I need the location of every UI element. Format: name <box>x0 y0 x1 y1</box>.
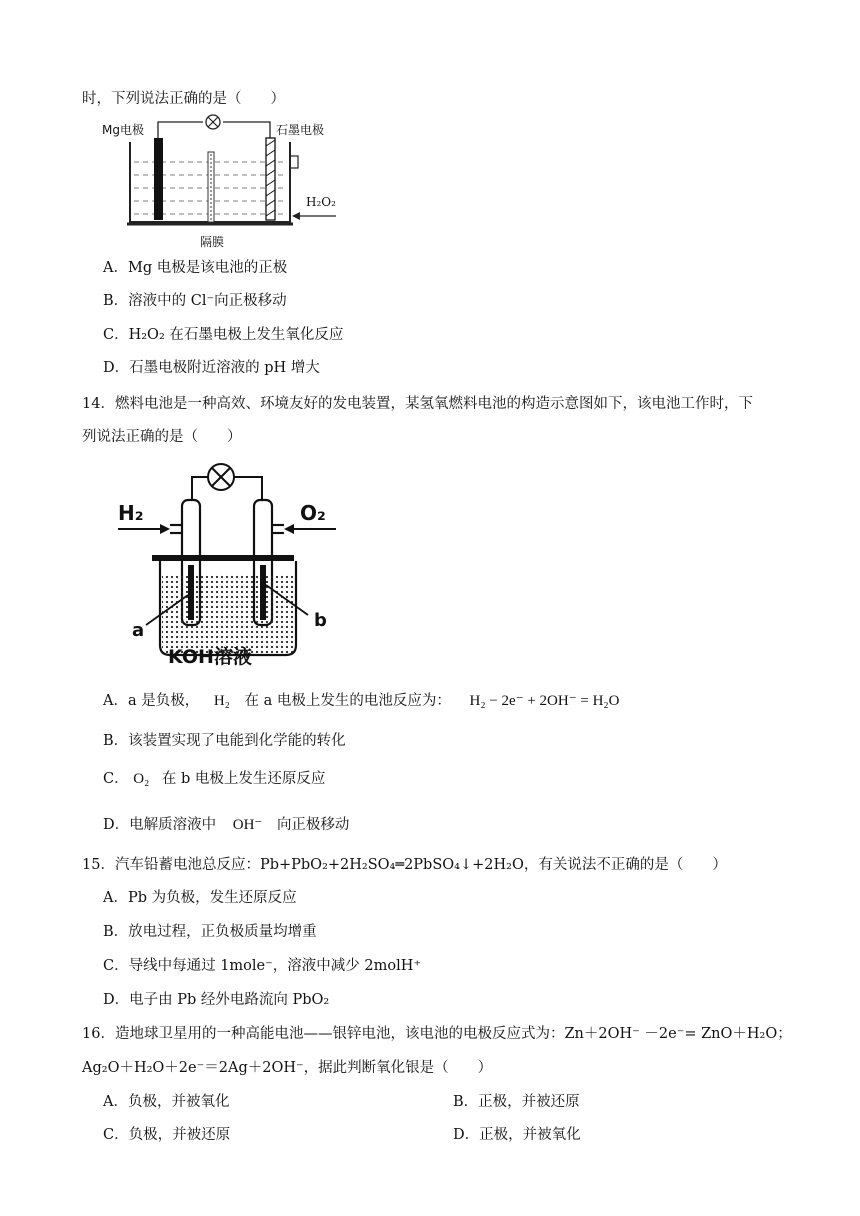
q14-option-a-mid: 在 a 电极上发生的电池反应为： <box>244 693 451 709</box>
q14-stem-line1: 14．燃料电池是一种高效、环境友好的发电装置，某氢氧燃料电池的构造示意图如下，该电池工作时，下 <box>82 396 753 412</box>
electrode-b-label: b <box>314 610 327 631</box>
q14-option-a <box>103 691 620 711</box>
q13-option-b: B．溶液中的 Cl⁻向正极移动 <box>103 293 287 309</box>
q14-fuel-cell-figure <box>110 455 345 670</box>
q16-stem-line2: Ag₂O＋H₂O＋2e⁻＝2Ag＋2OH⁻，据此判断氧化银是（ ） <box>82 1060 493 1076</box>
q14-option-d-suffix: 向正极移动 <box>276 817 350 833</box>
q14-option-d-prefix: D．电解质溶液中 <box>103 817 217 833</box>
q13-option-d: D．石墨电极附近溶液的 pH 增大 <box>103 360 320 376</box>
q16-option-c: C．负极，并被还原 <box>103 1127 231 1143</box>
q15-option-d: D．电子由 Pb 经外电路流向 PbO₂ <box>103 992 330 1008</box>
q15-option-a: A．Pb 为负极，发生还原反应 <box>103 890 297 906</box>
q14-option-a-prefix: A．a 是负极， <box>103 693 200 709</box>
q16-option-b: B．正极，并被还原 <box>453 1094 580 1110</box>
h2-label: H₂ <box>118 501 144 525</box>
q14-option-c-prefix: C． <box>103 771 129 787</box>
q14-option-b: B．该装置实现了电能到化学能的转化 <box>103 733 346 749</box>
q13-cell-figure <box>100 112 340 254</box>
membrane-label: 隔膜 <box>200 235 225 249</box>
mg-electrode-label: Mg电极 <box>102 123 144 137</box>
q14-option-c-suffix: 在 b 电极上发生还原反应 <box>161 771 326 787</box>
koh-solution-label: KOH溶液 <box>168 646 252 668</box>
q16-option-d: D．正极，并被氧化 <box>453 1127 581 1143</box>
electrode-a-label: a <box>132 620 145 641</box>
q14-option-a-equation: H₂ − 2e⁻ + 2OH⁻ = H₂O <box>469 693 620 709</box>
q16-stem-line1: 16．造地球卫星用的一种高能电池——银锌电池，该电池的电极反应式为：Zn＋2OH⁻ －2e⁻= ZnO＋H₂O； <box>82 1026 792 1042</box>
graphite-electrode-label: 石墨电极 <box>276 123 325 137</box>
q15-option-c: C．导线中每通过 1mole⁻，溶液中减少 2molH⁺ <box>103 958 422 974</box>
q14-stem-line2: 列说法正确的是（ ） <box>82 429 242 445</box>
q14-option-c <box>103 769 325 789</box>
h2o2-label: H₂O₂ <box>306 195 336 209</box>
q14-option-a-formula-h2: H₂ <box>213 693 230 709</box>
q14-option-d-formula: OH⁻ <box>232 817 263 833</box>
q14-option-c-formula: O₂ <box>133 771 150 787</box>
q13-option-a: A．Mg 电极是该电池的正极 <box>103 260 288 276</box>
q14-option-d <box>103 815 349 835</box>
q13-stem-tail: 时，下列说法正确的是（ ） <box>82 91 285 107</box>
q15-stem: 15．汽车铅蓄电池总反应：Pb+PbO₂+2H₂SO₄═2PbSO₄↓+2H₂O，有关说法不正确的是（ ） <box>82 857 727 873</box>
q13-option-c: C．H₂O₂ 在石墨电极上发生氧化反应 <box>103 327 344 343</box>
q16-option-a: A．负极，并被氧化 <box>103 1094 230 1110</box>
q15-option-b: B．放电过程，正负极质量均增重 <box>103 924 317 940</box>
o2-label: O₂ <box>300 501 326 525</box>
